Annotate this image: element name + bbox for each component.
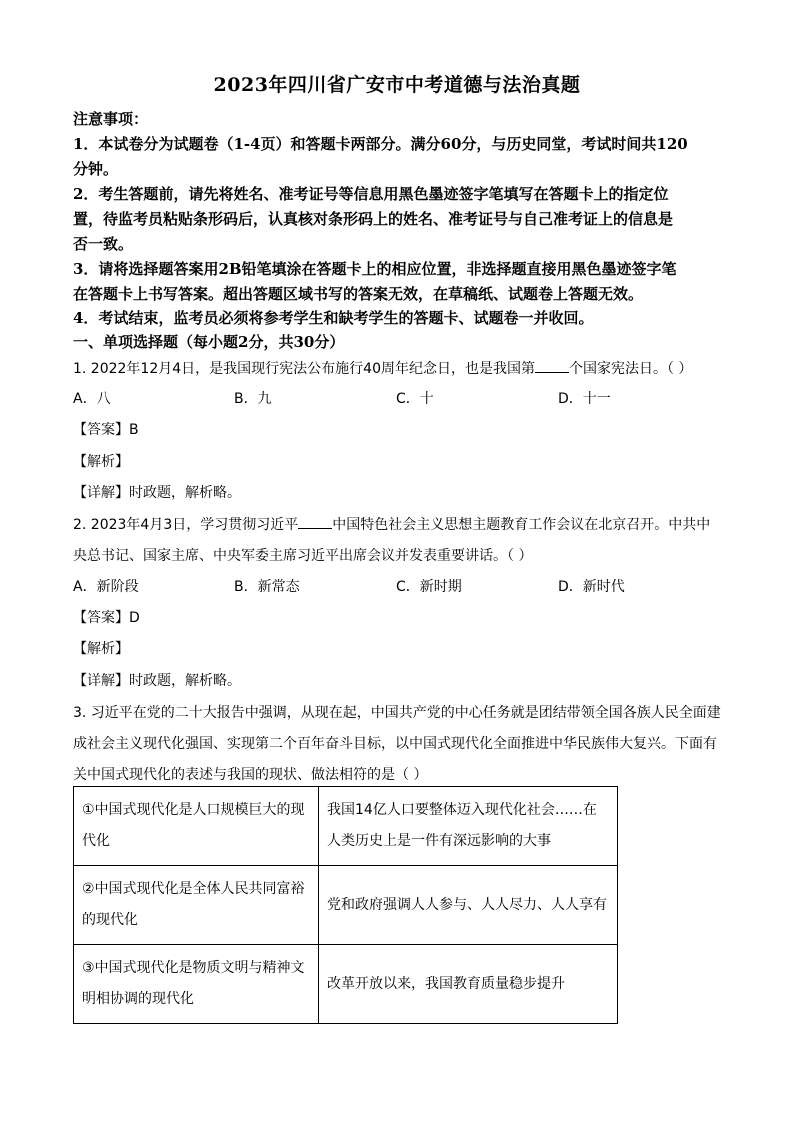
table-row (74, 945, 618, 1024)
notice-line: 分钟。 (73, 160, 119, 178)
question-2-stem-cont: 央总书记、国家主席、中央军委主席习近平出席会议并发表重要讲话。（ ） (73, 548, 533, 564)
fill-blank (535, 358, 569, 373)
notice-line: 2．考生答题前，请先将姓名、准考证号等信息用黑色墨迹签字笔填写在答题卡上的指定位 (73, 185, 669, 203)
option-a: A．新阶段 (73, 579, 139, 595)
option-c: C．十 (396, 391, 434, 407)
question-3-table (73, 786, 618, 1024)
notice-line: 置，待监考员粘贴条形码后，认真核对条形码上的姓名、准考证号与自己准考证上的信息是 (73, 210, 674, 228)
fill-blank (298, 514, 332, 529)
notice-line: 在答题卡上书写答案。超出答题区域书写的答案无效，在草稿纸、试题卷上答题无效。 (73, 285, 644, 303)
question-1-stem (73, 358, 692, 378)
table-cell: ①中国式现代化是人口规模巨大的现代化 (74, 787, 319, 866)
notice-heading: 注意事项： (73, 110, 149, 128)
question-stem-part: 中国特色社会主义思想主题教育工作会议在北京召开。中共中 (332, 517, 711, 533)
detail-label: 【详解】时政题，解析略。 (73, 485, 241, 501)
question-stem-part: 个国家宪法日。（ ） (568, 361, 693, 377)
question-3-stem: 成社会主义现代化强国、实现第二个百年奋斗目标，以中国式现代化全面推进中华民族伟大复兴。下面有 (73, 736, 717, 752)
table-row (74, 787, 618, 866)
analysis-label: 【解析】 (73, 641, 129, 657)
notice-line: 4．考试结束，监考员必须将参考学生和缺考学生的答题卡、试题卷一并收回。 (73, 309, 594, 327)
table-cell: 党和政府强调人人参与、人人尽力、人人享有 (319, 866, 618, 945)
notice-line: 否一致。 (73, 235, 134, 253)
notice-line: 1．本试卷分为试题卷（1-4页）和答题卡两部分。满分60分，与历史同堂，考试时间共120 (73, 135, 688, 153)
question-3-stem: 3. 习近平在党的二十大报告中强调，从现在起，中国共产党的中心任务就是团结带领全国各族人民全面建 (73, 705, 721, 721)
analysis-label: 【解析】 (73, 454, 129, 470)
notice-line: 3．请将选择题答案用2B铅笔填涂在答题卡上的相应位置，非选择题直接用黑色墨迹签字笔 (73, 260, 677, 278)
table-row (74, 866, 618, 945)
table-cell: ②中国式现代化是全体人民共同富裕的现代化 (74, 866, 319, 945)
option-d: D．新时代 (558, 579, 625, 595)
option-c: C．新时期 (396, 579, 462, 595)
option-a: A．八 (73, 391, 111, 407)
question-stem-part: 1. 2022年12月4日，是我国现行宪法公布施行40周年纪念日，也是我国第 (73, 361, 535, 377)
table-cell: ③中国式现代化是物质文明与精神文明相协调的现代化 (74, 945, 319, 1024)
question-3-stem: 关中国式现代化的表述与我国的现状、做法相符的是（ ） (73, 767, 428, 783)
question-stem-part: 2. 2023年4月3日，学习贯彻习近平 (73, 517, 299, 533)
section-heading: 一、单项选择题（每小题2分，共30分） (73, 333, 345, 351)
detail-label: 【详解】时政题，解析略。 (73, 673, 241, 689)
page-title: 2023年四川省广安市中考道德与法治真题 (213, 74, 581, 96)
answer-label: 【答案】D (73, 610, 140, 626)
table-cell: 改革开放以来，我国教育质量稳步提升 (319, 945, 618, 1024)
option-d: D．十一 (558, 391, 611, 407)
question-2-stem (73, 514, 710, 534)
option-b: B．新常态 (234, 579, 300, 595)
option-b: B．九 (234, 391, 272, 407)
answer-label: 【答案】B (73, 422, 139, 438)
table-cell: 我国14亿人口要整体迈入现代化社会……在人类历史上是一件有深远影响的大事 (319, 787, 618, 866)
